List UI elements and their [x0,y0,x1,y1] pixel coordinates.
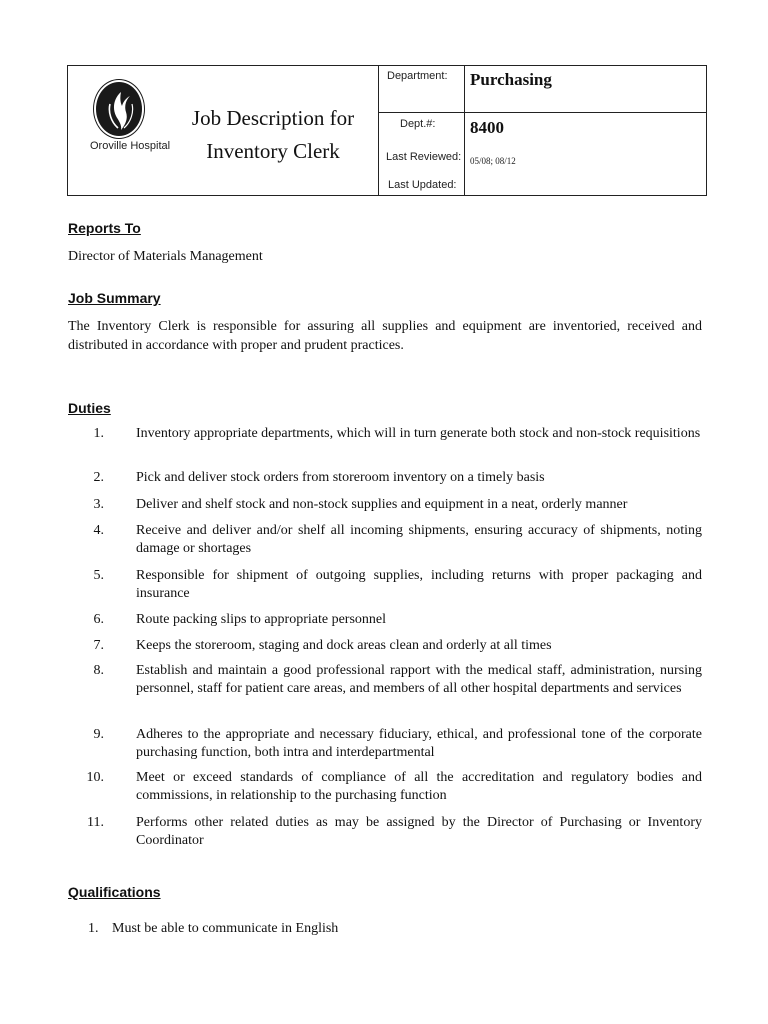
title-line-1: Job Description for [191,106,355,130]
reports-to-heading: Reports To [68,220,141,236]
department-value-cell [465,66,707,113]
duty-number: 3. [93,497,104,512]
duty-text: Inventory appropriate departments, which will in turn generate both stock and non-stock requisitions [136,426,701,441]
duty-text: Receive and deliver and/or shelf all incoming shipments, ensuring accuracy of shipments, noting damage or shortages [136,523,702,556]
duty-text: Establish and maintain a good professional rapport with the medical staff, administration, nursing personnel, staff for patient care areas, and members of all other hospital departments and services [136,663,702,696]
header-value-column [465,66,707,195]
duty-text: Pick and deliver stock orders from storeroom inventory on a timely basis [136,470,545,485]
hospital-logo [90,78,171,158]
qualification-item [88,920,338,938]
department-value: Purchasing [470,70,552,89]
duties-heading: Duties [68,400,111,416]
duty-text: Adheres to the appropriate and necessary fiduciary, ethical, and professional tone of the corporate purchasing function, both intra and interdepartmental [136,727,702,760]
duty-number: 5. [93,568,104,583]
qualification-text: Must be able to communicate in English [112,921,339,936]
job-summary-text: The Inventory Clerk is responsible for assuring all supplies and equipment are inventoried, received and distributed in accordance with proper and prudent practices. [68,319,702,353]
last-updated-label: Last Updated: [388,179,457,191]
document-title [173,102,373,168]
duty-text: Route packing slips to appropriate personnel [136,612,386,627]
qualification-number: 1. [88,921,99,936]
duty-text: Performs other related duties as may be assigned by the Director of Purchasing or Inventory Coordinator [136,815,702,848]
header-table [67,65,707,196]
duty-number: 2. [93,470,104,485]
duty-text: Responsible for shipment of outgoing supplies, including returns with proper packaging and insurance [136,568,702,601]
dept-num-label: Dept.#: [400,118,436,130]
qualifications-heading: Qualifications [68,884,161,900]
header-label-column [379,66,465,195]
department-label: Department: [387,70,448,82]
last-reviewed-value: 05/08; 08/12 [470,156,516,166]
duty-number: 7. [93,638,104,653]
duty-number: 4. [93,523,104,538]
duty-text: Keeps the storeroom, staging and dock areas clean and orderly at all times [136,638,552,653]
duty-number: 9. [93,727,104,742]
last-reviewed-label: Last Reviewed: [386,151,462,163]
duty-text: Deliver and shelf stock and non-stock supplies and equipment in a neat, orderly manner [136,497,628,512]
header-left-cell [68,66,379,195]
duty-text: Meet or exceed standards of compliance of all the accreditation and regulatory bodies and commissions, in relationship to the purchasing function [136,770,702,803]
duty-number: 1. [93,426,104,441]
organization-name: Oroville Hospital [90,140,171,152]
duty-number: 11. [87,815,104,830]
duty-number: 10. [86,770,104,785]
title-line-2: Inventory Clerk [206,139,340,163]
department-label-cell [379,66,464,113]
job-summary-heading: Job Summary [68,290,161,306]
duty-number: 8. [93,663,104,678]
logo-emblem-icon [94,80,144,138]
dept-num-value: 8400 [470,118,504,137]
duty-number: 6. [93,612,104,627]
reports-to-text: Director of Materials Management [68,249,263,264]
